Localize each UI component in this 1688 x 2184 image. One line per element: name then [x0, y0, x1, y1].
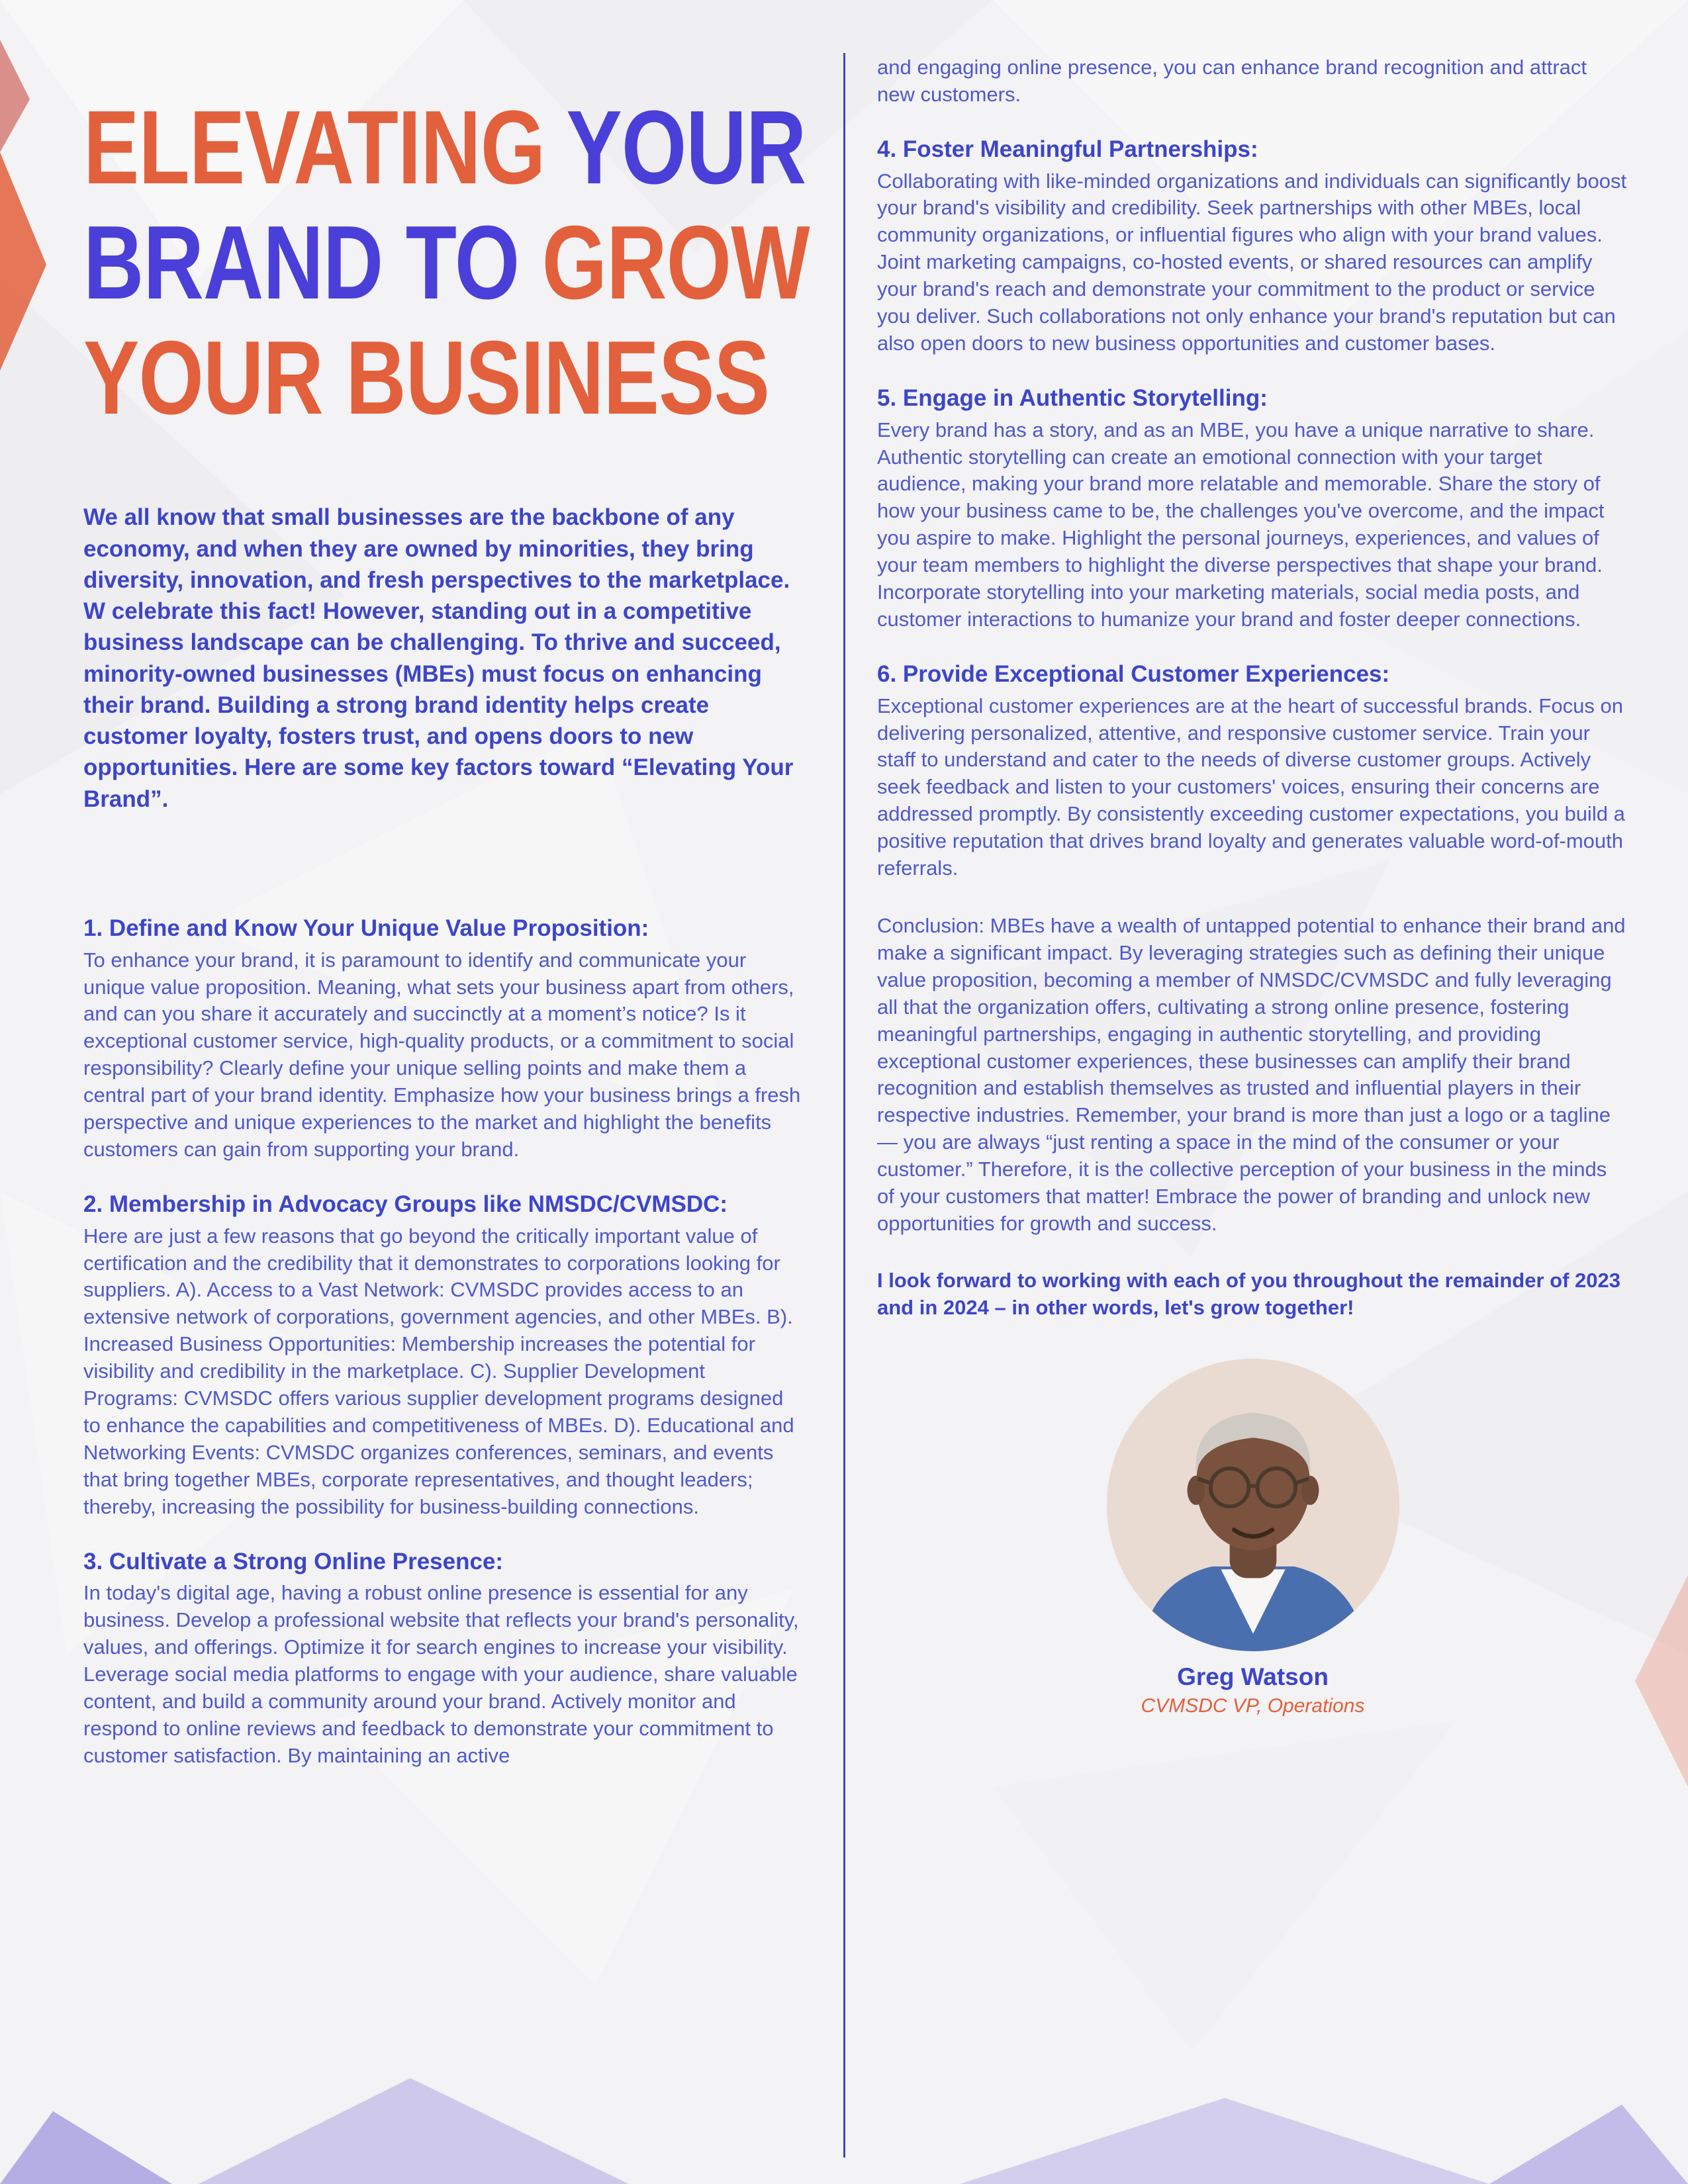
section-3-online-presence — [83, 1547, 805, 1770]
section-3-continuation: and engaging online presence, you can enhance brand recognition and attract new customers. — [877, 56, 1587, 106]
section-5-body: Every brand has a story, and as an MBE, you have a unique narrative to share. Authentic storytelling can create an emotional connection with your target audience, making your brand more relatable and memorable. Share the story of how your business came to be, the challenges you've overcome, and the impact you aspire to make. Highlight the personal journeys, experiences, and values of your team members to highlight the diverse perspectives that shape your brand. Incorporate storytelling into your marketing materials, social media posts, and customer interactions to humanize your brand and foster deeper connections. — [877, 418, 1605, 631]
title-word-brand-to: BRAND TO — [83, 204, 520, 321]
section-6-body: Exceptional customer experiences are at the heart of successful brands. Focus on delivering personalized, attentive, and responsive customer service. Train your staff to understand and cater to the needs of diverse customer groups. Actively seek feedback and listen to your customers' voices, ensuring their concerns are addressed promptly. By consistently exceeding customer expectations, you build a positive reputation that drives brand loyalty and generates valuable word-of-mouth referrals. — [877, 694, 1625, 880]
intro-paragraph: We all know that small businesses are the backbone of any economy, and when they are owned by minorities, they bring diversity, innovation, and fresh perspectives to the marketplace. W celebrate this fact! However, standing out in a competitive business landscape can be challenging. To thrive and succeed, minority-owned businesses (MBEs) must focus on enhancing their brand. Building a strong brand identity helps create customer loyalty, fosters trust, and opens doors to new opportunities. Here are some key factors toward “Elevating Your Brand”. — [83, 504, 794, 812]
section-1-value-proposition — [83, 914, 805, 1163]
title-word-grow: GROW — [541, 204, 810, 321]
two-column-layout — [83, 53, 1628, 2158]
section-2-membership — [83, 1190, 805, 1521]
title-word-your: YOUR — [566, 89, 806, 206]
section-5-storytelling — [877, 384, 1628, 633]
section-6-customer-experiences — [877, 660, 1628, 882]
conclusion-paragraph: Conclusion: MBEs have a wealth of untapped potential to enhance their brand and make a significant impact. By leveraging strategies such as defining their unique value proposition, becoming a member of NMSDC/CVMSDC and fully leveraging all that the organization offers, cultivating a strong online presence, fostering meaningful partnerships, engaging in authentic storytelling, and providing exceptional customer experiences, these businesses can amplify their brand recognition and establish themselves as trusted and influential players in their respective industries. Remember, your brand is more than just a logo or a tagline— you are always “just renting a space in the mind of the consumer or your customer.” Therefore, it is the collective perception of your business in the minds of your customers that matter! Embrace the power of branding and unlock new opportunities for growth and success. — [877, 914, 1626, 1235]
page-title — [83, 89, 810, 436]
title-word-your-business: YOUR BUSINESS — [83, 319, 770, 436]
author-photo — [1107, 1359, 1399, 1651]
author-block — [877, 1359, 1628, 1717]
author-portrait-illustration — [1107, 1359, 1399, 1651]
title-line-3 — [83, 319, 770, 436]
section-4-body: Collaborating with like-minded organizations and individuals can significantly boost your brand's visibility and credibility. Seek partnerships with other MBEs, local community organizations, or influential figures who align with your brand values. Joint marketing campaigns, co-hosted events, or shared resources can amplify your brand's reach and demonstrate your commitment to the product or service you deliver. Such collaborations not only enhance your brand's reputation but can also open doors to new business opportunities and customer bases. — [877, 169, 1627, 355]
section-2-body: Here are just a few reasons that go beyond the critically important value of certification and the credibility that it demonstrates to corporations looking for suppliers. A). Access to a Vast Network: CVMSDC provides access to an extensive network of corporations, government agencies, and other MBEs. B). Increased Business Opportunities: Membership increases the potential for visibility and credibility in the marketplace. C). Supplier Development Programs: CVMSDC offers various supplier development programs designed to enhance the capabilities and competitiveness of MBEs. D). Educational and Networking Events: CVMSDC organizes conferences, seminars, and events that bring together MBEs, corporate representatives, and thought leaders; thereby, increasing the possibility for business-building connections. — [83, 1224, 794, 1518]
section-6-heading: 6. Provide Exceptional Customer Experiences: — [877, 660, 1390, 687]
author-role: CVMSDC VP, Operations — [1141, 1694, 1365, 1717]
section-4-partnerships — [877, 135, 1628, 357]
title-line-2 — [83, 204, 810, 321]
section-1-body: To enhance your brand, it is paramount to identify and communicate your unique value proposition. Meaning, what sets your business apart from others, and can you share it accurately and succinctly at a moment’s notice? Is it exceptional customer service, high-quality products, or a commitment to social responsibility? Clearly define your unique selling points and make them a central part of your brand identity. Emphasize how your business brings a fresh perspective and unique experiences to the market and highlight the benefits customers can gain from supporting your brand. — [83, 948, 801, 1161]
section-3-heading: 3. Cultivate a Strong Online Presence: — [83, 1548, 504, 1574]
section-4-heading: 4. Foster Meaningful Partnerships: — [877, 136, 1258, 162]
title-line-1 — [83, 89, 806, 206]
section-1-heading: 1. Define and Know Your Unique Value Proposition: — [83, 915, 649, 941]
section-5-heading: 5. Engage in Authentic Storytelling: — [877, 385, 1268, 411]
section-2-heading: 2. Membership in Advocacy Groups like NMSDC/CVMSDC: — [83, 1191, 728, 1217]
closing-paragraph: I look forward to working with each of you throughout the remainder of 2023 and in 2024 – in other words, let's grow together! — [877, 1268, 1620, 1320]
author-name: Greg Watson — [1177, 1662, 1329, 1690]
title-word-elevating: ELEVATING — [83, 89, 545, 206]
left-column — [83, 53, 843, 2158]
section-3-body: In today's digital age, having a robust online presence is essential for any business. Develop a professional website that reflects your brand's personality, values, and offerings. Optimize it for search engines to increase your visibility. Leverage social media platforms to engage with your audience, share valuable content, and build a community around your brand. Actively monitor and respond to online reviews and feedback to demonstrate your commitment to customer satisfaction. By maintaining an active — [83, 1581, 799, 1767]
right-column — [845, 53, 1628, 2158]
